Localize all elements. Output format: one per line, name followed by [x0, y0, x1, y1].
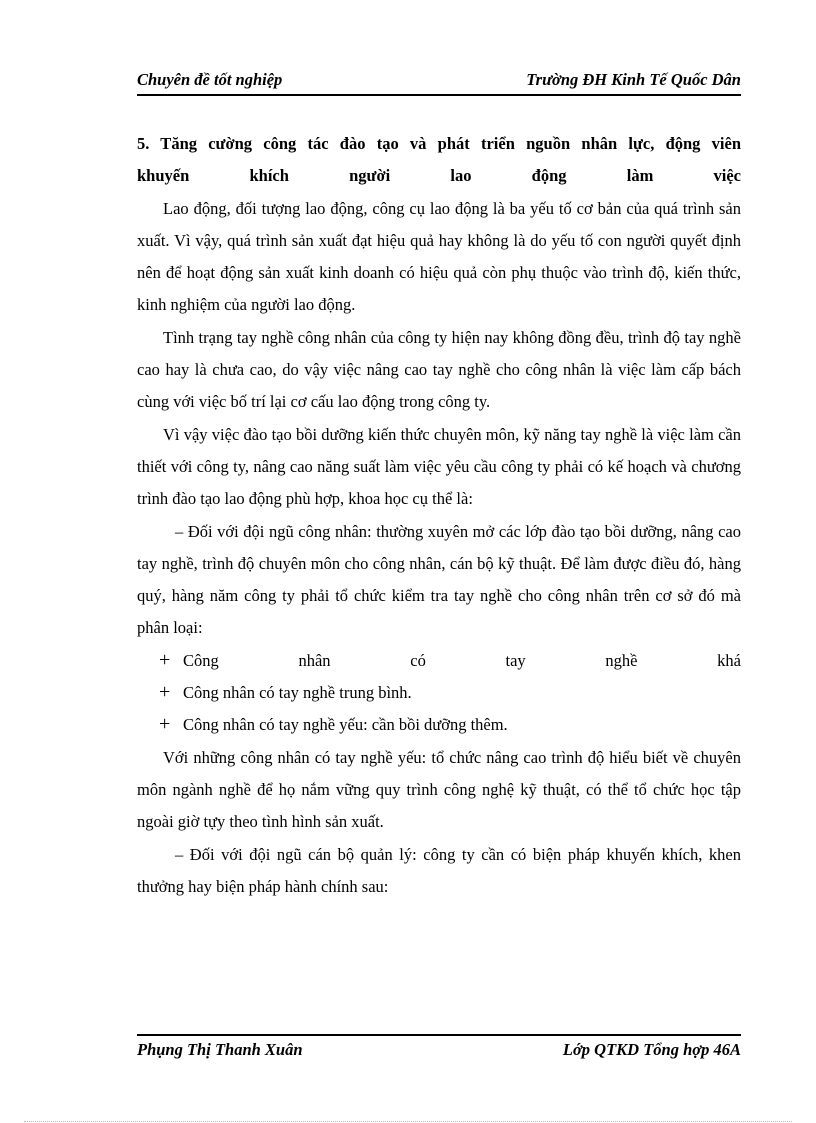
paragraph-1: Lao động, đối tượng lao động, công cụ lao động là ba yếu tố cơ bản của quá trình sản xuất. Vì vậy, quá trình sản xuất đạt hiệu quả hay không là do yếu tố con người quyết định nên để hoạt động sản xuất kinh doanh có hiệu quả còn phụ thuộc vào trình độ, kiến thức, kinh nghiệm của người lao động. — [137, 198, 741, 315]
page-bottom-divider — [24, 1121, 792, 1122]
page-footer — [137, 1034, 741, 1066]
paragraph-workers: – Đối với đội ngũ công nhân: thường xuyên mở các lớp đào tạo bồi dưỡng, nâng cao tay nghề, trình độ chuyên môn cho công nhân, cán bộ kỹ thuật. Để làm được điều đó, hàng quý, hàng năm công ty phải tổ chức kiểm tra tay nghề cho công nhân trên cơ sở đó mà phân loại: — [137, 521, 741, 638]
plus-icon: + — [159, 648, 171, 671]
document-body — [137, 128, 741, 903]
footer-author: Phụng Thị Thanh Xuân — [137, 1040, 303, 1059]
page-header — [137, 70, 741, 96]
bullet-item-3 — [137, 709, 741, 741]
plus-icon: + — [159, 681, 171, 704]
bullet-text-2: Công nhân có tay nghề trung bình. — [183, 683, 412, 703]
plus-icon: + — [159, 713, 171, 736]
footer-class: Lớp QTKD Tổng hợp 46A — [562, 1040, 741, 1059]
section-title-line1: 5. Tăng cường công tác đào tạo và phát triển nguồn nhân lực, động viên — [137, 134, 741, 153]
header-left-title: Chuyên đề tốt nghiệp — [137, 70, 283, 89]
bullet-text-1: Công nhân có tay nghề khá — [183, 650, 741, 670]
header-right-title: Trường ĐH Kinh Tế Quốc Dân — [526, 70, 741, 89]
paragraph-3: Vì vậy việc đào tạo bồi dưỡng kiến thức chuyên môn, kỹ năng tay nghề là việc làm cần thiết với công ty, nâng cao năng suất làm việc yêu cầu công ty phải có kế hoạch và chương trình đào tạo lao động phù hợp, khoa học cụ thể là: — [137, 424, 741, 509]
paragraph-managers: – Đối với đội ngũ cán bộ quản lý: công ty cần có biện pháp khuyến khích, khen thưởng hay biện pháp hành chính sau: — [137, 844, 741, 896]
section-title-line2: khuyến khích người lao động làm việc — [137, 166, 741, 186]
bullet-item-1 — [137, 645, 741, 677]
paragraph-5: Với những công nhân có tay nghề yếu: tổ chức nâng cao trình độ hiểu biết về chuyên môn ngành nghề để họ nắm vững quy trình công nghệ kỹ thuật, có thể tổ chức học tập ngoài giờ tựy theo tình hình sản xuất. — [137, 747, 741, 832]
bullet-item-2 — [137, 677, 741, 709]
bullet-text-3: Công nhân có tay nghề yếu: cần bồi dưỡng thêm. — [183, 715, 508, 735]
paragraph-2: Tình trạng tay nghề công nhân của công ty hiện nay không đồng đều, trình độ tay nghề cao hay là chưa cao, do vậy việc nâng cao tay nghề cho công nhân là việc làm cấp bách cùng với việc bố trí lại cơ cấu lao động trong công ty. — [137, 327, 741, 412]
